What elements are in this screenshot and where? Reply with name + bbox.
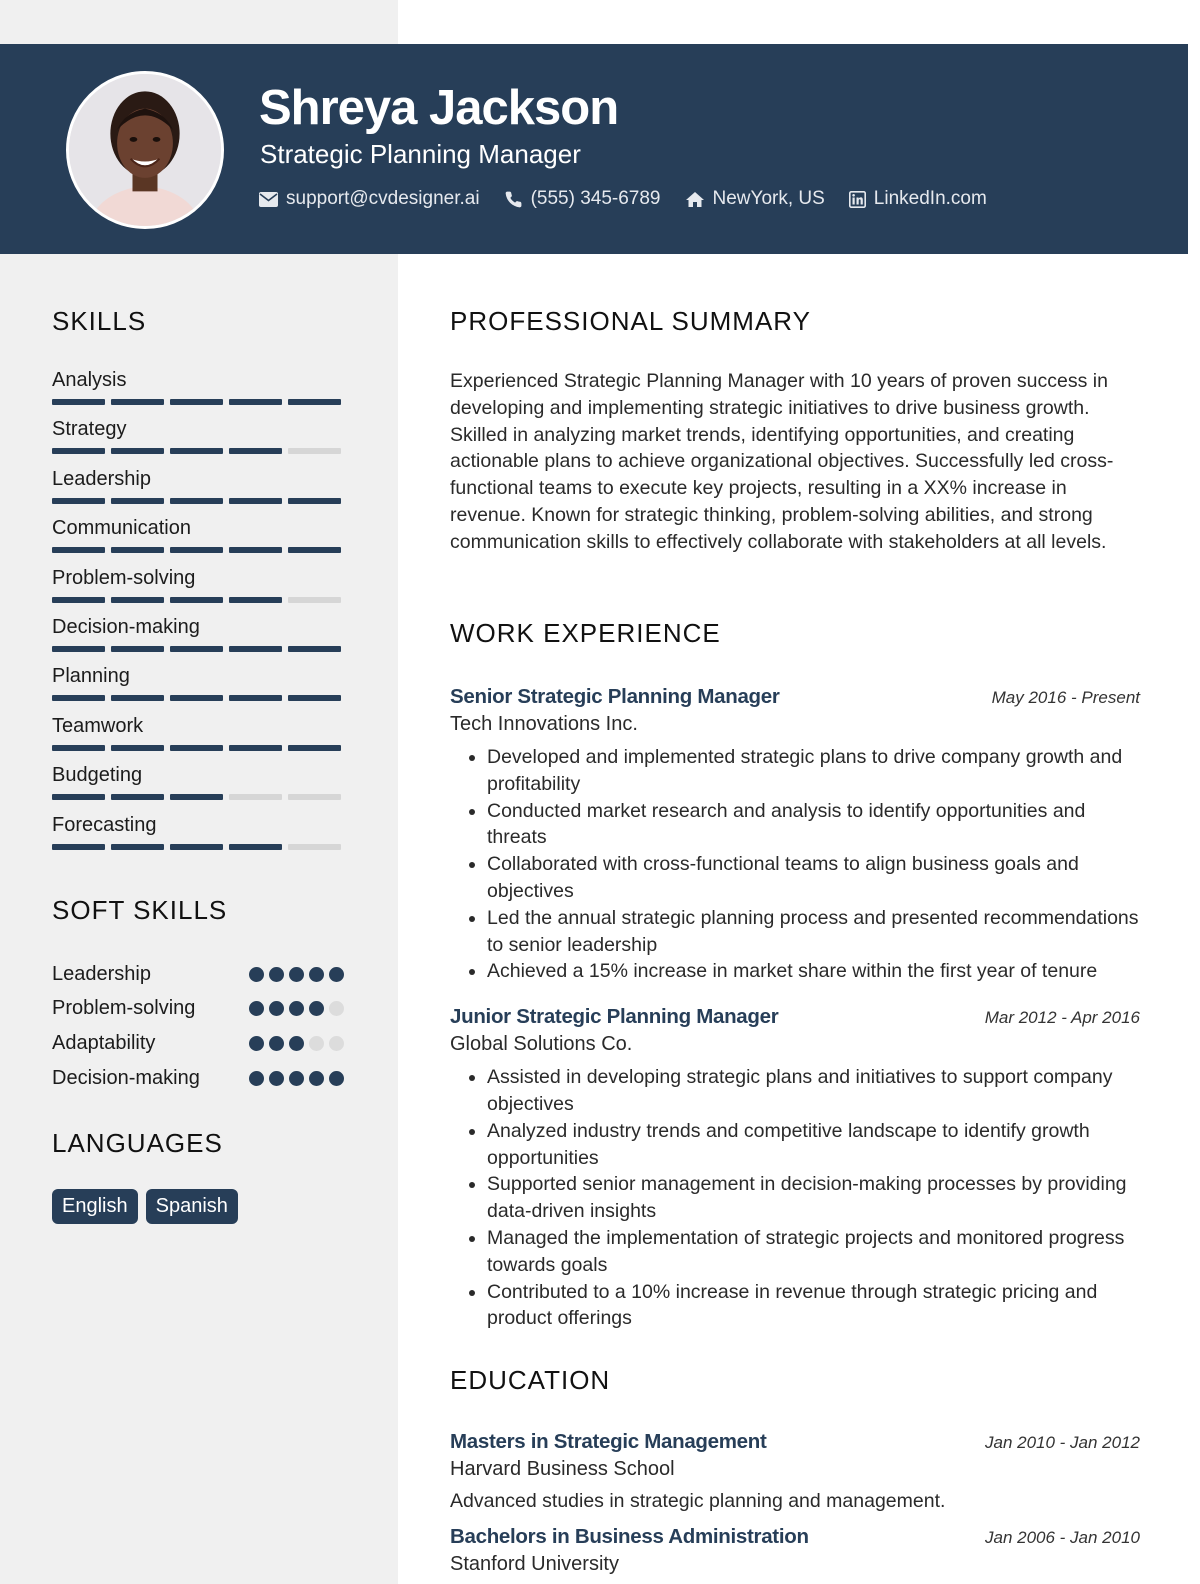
- avatar-illustration: [69, 74, 221, 226]
- skill-item: [52, 368, 344, 417]
- work-experience-section: [450, 618, 1140, 1332]
- skill-level-segment: [288, 448, 341, 454]
- rating-dot: [289, 1036, 304, 1051]
- contact-email[interactable]: [259, 188, 480, 210]
- skill-item: [52, 516, 344, 565]
- skill-name: Strategy: [52, 418, 127, 441]
- skill-level-segment: [288, 399, 341, 405]
- job-bullets: [487, 744, 1140, 985]
- languages-section: [52, 1128, 344, 1224]
- job-bullet: • Assisted in developing strategic plans and initiatives to support company objectives: [487, 1064, 1140, 1118]
- header-banner: [0, 44, 1188, 254]
- soft-skill-rating: [249, 1071, 344, 1086]
- job-entry: [450, 1005, 1140, 1332]
- job-bullet: • Contributed to a 10% increase in revenue through strategic pricing and product offerings: [487, 1279, 1140, 1333]
- rating-dot: [269, 1001, 284, 1016]
- job-bullet: • Conducted market research and analysis to identify opportunities and threats: [487, 798, 1140, 852]
- job-header: [450, 685, 1140, 709]
- job-bullet: • Achieved a 15% increase in market share within the first year of tenure: [487, 958, 1140, 985]
- skill-level-segment: [170, 695, 223, 701]
- rating-dot: [309, 1071, 324, 1086]
- skill-level-segment: [52, 745, 105, 751]
- soft-skill-item: [52, 957, 344, 992]
- contact-email-text: support@cvdesigner.ai: [286, 188, 480, 209]
- job-dates: May 2016 - Present: [991, 688, 1140, 707]
- soft-skills-heading: SOFT SKILLS: [52, 895, 228, 925]
- skill-level-segment: [170, 745, 223, 751]
- skill-level-segment: [229, 745, 282, 751]
- contact-phone-text: (555) 345-6789: [530, 188, 661, 209]
- skill-level-segment: [52, 547, 105, 553]
- skill-level-segment: [170, 646, 223, 652]
- rating-dot: [329, 1071, 344, 1086]
- skill-level-bar: [52, 448, 344, 454]
- skill-level-segment: [170, 794, 223, 800]
- education-section: [450, 1365, 1140, 1576]
- skill-level-segment: [229, 597, 282, 603]
- contact-linkedin[interactable]: [849, 188, 987, 210]
- summary-heading: PROFESSIONAL SUMMARY: [450, 306, 811, 336]
- soft-skills-section: [52, 895, 344, 1095]
- skill-name: Communication: [52, 517, 191, 540]
- skill-level-segment: [52, 597, 105, 603]
- skill-name: Leadership: [52, 467, 151, 490]
- skill-level-segment: [229, 844, 282, 850]
- skill-name: Decision-making: [52, 615, 200, 638]
- skill-item: [52, 566, 344, 615]
- rating-dot: [289, 1001, 304, 1016]
- skill-level-segment: [170, 844, 223, 850]
- skill-level-segment: [52, 695, 105, 701]
- summary-section: [450, 306, 1140, 556]
- rating-dot: [249, 967, 264, 982]
- contact-location-text: NewYork, US: [712, 188, 825, 209]
- soft-skill-name: Decision-making: [52, 1066, 200, 1089]
- education-header: [450, 1525, 1140, 1549]
- skill-item: [52, 664, 344, 713]
- linkedin-icon: [849, 191, 866, 208]
- degree-title: Masters in Strategic Management: [450, 1430, 767, 1453]
- skill-level-segment: [111, 745, 164, 751]
- rating-dot: [269, 1036, 284, 1051]
- skill-level-segment: [288, 597, 341, 603]
- skill-level-segment: [288, 646, 341, 652]
- skill-level-segment: [52, 448, 105, 454]
- skill-level-bar: [52, 646, 344, 652]
- skill-level-segment: [229, 547, 282, 553]
- contact-phone[interactable]: [504, 188, 661, 210]
- skill-item: [52, 813, 344, 862]
- soft-skill-name: Leadership: [52, 962, 151, 985]
- rating-dot: [329, 967, 344, 982]
- job-bullet: • Supported senior management in decision-making processes by providing data-driven insights: [487, 1171, 1140, 1225]
- skill-level-segment: [52, 399, 105, 405]
- skill-level-segment: [52, 844, 105, 850]
- skill-level-segment: [229, 794, 282, 800]
- soft-skill-item: [52, 1026, 344, 1061]
- language-badge: English: [52, 1189, 138, 1224]
- skill-level-bar: [52, 695, 344, 701]
- skill-item: [52, 467, 344, 516]
- soft-skill-rating: [249, 1001, 344, 1016]
- education-list: [450, 1430, 1140, 1576]
- soft-skill-item: [52, 992, 344, 1027]
- school-name: Stanford University: [450, 1553, 619, 1575]
- skill-level-segment: [229, 646, 282, 652]
- skill-level-segment: [170, 399, 223, 405]
- phone-icon: [504, 190, 523, 209]
- skill-item: [52, 763, 344, 812]
- skill-level-bar: [52, 745, 344, 751]
- work-experience-heading: WORK EXPERIENCE: [450, 618, 721, 648]
- rating-dot: [249, 1036, 264, 1051]
- skill-level-segment: [52, 794, 105, 800]
- home-icon: [685, 191, 705, 208]
- rating-dot: [289, 1071, 304, 1086]
- summary-text: Experienced Strategic Planning Manager with 10 years of proven success in developing and implementing strategic initiatives to drive business growth. Skilled in analyzing market trends, identifying opportunities, and creating actionable plans to achieve organizational objectives. Successfully led cross-functional teams to execute key projects, resulting in a XX% increase in revenue. Known for strategic thinking, problem-solving abilities, and strong communication skills to effectively collaborate with stakeholders at all levels.: [450, 370, 1114, 553]
- languages-list: [52, 1189, 344, 1224]
- school-name: Harvard Business School: [450, 1458, 675, 1480]
- skill-level-segment: [229, 498, 282, 504]
- languages-heading: LANGUAGES: [52, 1128, 223, 1158]
- skill-level-segment: [288, 794, 341, 800]
- education-dates: Jan 2010 - Jan 2012: [984, 1433, 1140, 1452]
- skill-item: [52, 615, 344, 664]
- education-entry: [450, 1525, 1140, 1576]
- skill-name: Teamwork: [52, 714, 144, 737]
- rating-dot: [309, 1036, 324, 1051]
- rating-dot: [289, 967, 304, 982]
- education-dates: Jan 2006 - Jan 2010: [984, 1528, 1140, 1547]
- skill-name: Planning: [52, 665, 130, 688]
- skill-level-bar: [52, 597, 344, 603]
- rating-dot: [249, 1071, 264, 1086]
- skill-level-segment: [52, 498, 105, 504]
- skill-level-segment: [111, 646, 164, 652]
- skill-level-segment: [111, 448, 164, 454]
- rating-dot: [269, 1071, 284, 1086]
- skill-level-segment: [170, 448, 223, 454]
- company-name: Global Solutions Co.: [450, 1033, 633, 1056]
- job-bullet: • Analyzed industry trends and competitive landscape to identify growth opportunities: [487, 1118, 1140, 1172]
- job-dates: Mar 2012 - Apr 2016: [984, 1008, 1140, 1028]
- jobs-list: [450, 685, 1140, 1332]
- contact-location: [685, 188, 825, 210]
- company-name: Tech Innovations Inc.: [450, 713, 638, 735]
- skill-level-segment: [229, 399, 282, 405]
- job-entry: [450, 685, 1140, 985]
- profile-photo: [66, 71, 224, 229]
- skills-heading: SKILLS: [52, 306, 147, 336]
- skill-level-bar: [52, 794, 344, 800]
- education-header: [450, 1430, 1140, 1454]
- job-title: Junior Strategic Planning Manager: [450, 1005, 779, 1029]
- rating-dot: [329, 1001, 344, 1016]
- skill-level-segment: [52, 646, 105, 652]
- soft-skill-name: Adaptability: [52, 1031, 156, 1054]
- skill-level-segment: [111, 498, 164, 504]
- skills-section: [52, 306, 344, 862]
- skill-name: Budgeting: [52, 764, 143, 787]
- skill-level-bar: [52, 547, 344, 553]
- rating-dot: [309, 967, 324, 982]
- job-bullet: • Managed the implementation of strategic projects and monitored progress towards goals: [487, 1225, 1140, 1279]
- skill-item: [52, 714, 344, 763]
- job-title: Senior Strategic Planning Manager: [450, 685, 780, 708]
- skill-level-segment: [111, 794, 164, 800]
- contact-linkedin-text: LinkedIn.com: [873, 188, 987, 209]
- soft-skill-rating: [249, 1036, 344, 1051]
- rating-dot: [309, 1001, 324, 1016]
- skill-name: Problem-solving: [52, 566, 196, 589]
- skill-level-segment: [288, 498, 341, 504]
- skill-level-segment: [111, 547, 164, 553]
- skills-list: [52, 368, 344, 862]
- skill-level-segment: [170, 597, 223, 603]
- contact-bar: [259, 188, 1011, 210]
- skill-item: [52, 417, 344, 466]
- soft-skill-name: Problem-solving: [52, 997, 196, 1020]
- rating-dot: [249, 1001, 264, 1016]
- job-bullet: • Developed and implemented strategic plans to drive company growth and profitability: [487, 744, 1140, 798]
- soft-skill-item: [52, 1061, 344, 1096]
- skill-level-segment: [111, 597, 164, 603]
- education-description: Advanced studies in strategic planning and management.: [450, 1490, 946, 1512]
- skill-level-segment: [288, 844, 341, 850]
- language-badge: Spanish: [146, 1189, 238, 1224]
- skill-level-segment: [170, 498, 223, 504]
- skill-level-segment: [170, 547, 223, 553]
- education-entry: [450, 1430, 1140, 1513]
- skill-level-segment: [111, 844, 164, 850]
- envelope-icon: [259, 192, 278, 207]
- candidate-name: Shreya Jackson: [259, 81, 619, 135]
- soft-skill-rating: [249, 967, 344, 982]
- education-heading: EDUCATION: [450, 1365, 611, 1395]
- skill-name: Forecasting: [52, 813, 157, 836]
- candidate-title: Strategic Planning Manager: [260, 139, 581, 169]
- rating-dot: [329, 1036, 344, 1051]
- skill-level-segment: [288, 547, 341, 553]
- skill-level-segment: [229, 448, 282, 454]
- skill-level-segment: [111, 695, 164, 701]
- skill-level-segment: [288, 745, 341, 751]
- job-bullet: • Collaborated with cross-functional teams to align business goals and objectives: [487, 851, 1140, 905]
- job-bullets: [487, 1064, 1140, 1332]
- skill-name: Analysis: [52, 369, 127, 391]
- job-header: [450, 1005, 1140, 1029]
- skill-level-segment: [229, 695, 282, 701]
- rating-dot: [269, 967, 284, 982]
- skill-level-segment: [111, 399, 164, 405]
- job-bullet: • Led the annual strategic planning process and presented recommendations to senior leadership: [487, 905, 1140, 959]
- skill-level-segment: [288, 695, 341, 701]
- skill-level-bar: [52, 844, 344, 850]
- degree-title: Bachelors in Business Administration: [450, 1525, 809, 1548]
- soft-skills-list: [52, 957, 344, 1095]
- skill-level-bar: [52, 399, 344, 405]
- skill-level-bar: [52, 498, 344, 504]
